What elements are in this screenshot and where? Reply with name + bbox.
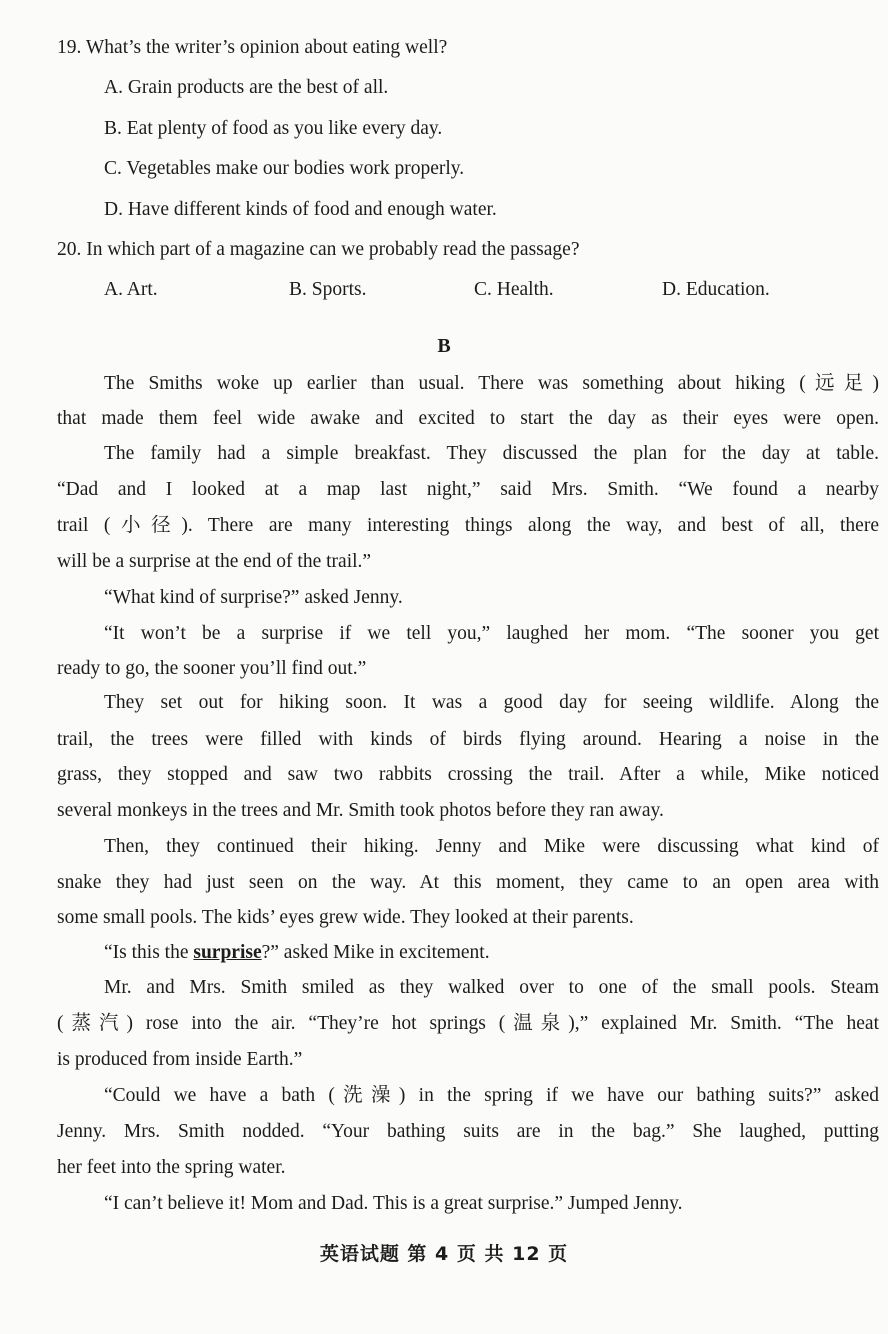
q20-option-d: D. Education. [662,279,770,300]
passage-line: trail, the trees were filled with kinds of birds flying around. Hearing a noise in the [57,729,879,750]
passage-text: “Is this the [104,942,194,963]
q20-option-c: C. Health. [474,279,554,300]
page-footer: 英语试题 第 4 页 共 12 页 [319,1243,569,1265]
question-19-stem: 19. What’s the writer’s opinion about eating well? [57,37,448,58]
q19-option-b: B. Eat plenty of food as you like every day. [104,118,443,139]
underlined-word-surprise: surprise [193,942,262,963]
passage-line: grass, they stopped and saw two rabbits crossing the trail. After a while, Mike noticed [57,764,879,785]
q20-option-a: A. Art. [104,279,158,300]
passage-text: ?” asked Mike in excitement. [261,942,490,963]
passage-line: Mr. and Mrs. Smith smiled as they walked over to one of the small pools. Steam [104,977,879,998]
q20-option-b: B. Sports. [289,279,367,300]
passage-line: They set out for hiking soon. It was a good day for seeing wildlife. Along the [104,692,879,713]
passage-line: several monkeys in the trees and Mr. Smith took photos before they ran away. [57,800,664,821]
passage-line: snake they had just seen on the way. At this moment, they came to an open area with [57,872,879,893]
passage-line: The Smiths woke up earlier than usual. There was something about hiking (远足) [104,373,879,394]
passage-line: The family had a simple breakfast. They discussed the plan for the day at table. [104,443,879,464]
question-20-stem: 20. In which part of a magazine can we probably read the passage? [57,239,580,260]
passage-line: “It won’t be a surprise if we tell you,” laughed her mom. “The sooner you get [104,623,879,644]
passage-line: “I can’t believe it! Mom and Dad. This is a great surprise.” Jumped Jenny. [104,1193,683,1214]
passage-line: Then, they continued their hiking. Jenny and Mike were discussing what kind of [104,836,879,857]
q20-options [0,277,888,303]
passage-line: ready to go, the sooner you’ll find out.” [57,658,367,679]
passage-line: Jenny. Mrs. Smith nodded. “Your bathing suits are in the bag.” She laughed, putting [57,1121,879,1142]
passage-line: that made them feel wide awake and excited to start the day as their eyes were open. [57,408,879,429]
passage-line: “Could we have a bath (洗澡) in the spring if we have our bathing suits?” asked [104,1085,879,1106]
passage-line: her feet into the spring water. [57,1157,286,1178]
passage-line: trail (小径). There are many interesting things along the way, and best of all, there [57,515,879,536]
passage-line: (蒸汽) rose into the air. “They’re hot springs (温泉),” explained Mr. Smith. “The heat [57,1013,879,1034]
q19-option-d: D. Have different kinds of food and enough water. [104,199,497,220]
passage-line: some small pools. The kids’ eyes grew wide. They looked at their parents. [57,907,634,928]
passage-line: “Dad and I looked at a map last night,” said Mrs. Smith. “We found a nearby [57,479,879,500]
passage-line: is produced from inside Earth.” [57,1049,303,1070]
passage-line: “What kind of surprise?” asked Jenny. [104,587,403,608]
q19-option-a: A. Grain products are the best of all. [104,77,389,98]
passage-line [104,940,490,966]
passage-line: will be a surprise at the end of the trail.” [57,551,372,572]
q19-option-c: C. Vegetables make our bodies work properly. [104,158,465,179]
section-heading: B [437,335,451,357]
